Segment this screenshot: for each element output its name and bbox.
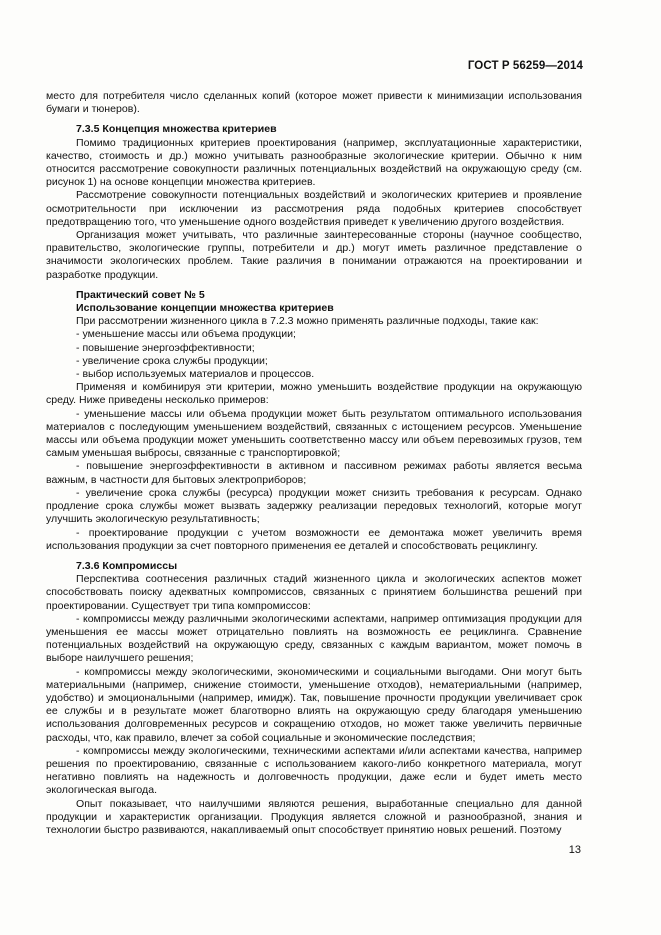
section-736-paragraph: - компромиссы между экологическими, экономическими и социальными выгодами. Они могут быть материальными (например, снижение стоимости, уменьшение отходов), нематериальными (например, удобство) и эмоциональными (например, имидж). Так, повышение прочности продукции увеличивает срок ее службы и в результате может благотворно влиять на окружающую среду благодаря уменьшению использования долговременных ресурсов и сокращению отходов, но может также увеличить первичные расходы, что, как правило, влечет за собой социальные и экономические последствия; <box>46 665 582 744</box>
advice-example: - увеличение срока службы (ресурса) продукции может снизить требования к ресурсам. Однако продление срока службы может вызвать задержку реализации передовых технологий, которые могут улучшить экологическую результативность; <box>46 486 582 526</box>
section-735-title: 7.3.5 Концепция множества критериев <box>76 123 277 136</box>
advice-list-item: - повышение энергоэффективности; <box>76 341 255 354</box>
advice-title: Практический совет № 5 <box>76 288 205 301</box>
section-736-paragraph: Перспектива соотнесения различных стадий жизненного цикла и экологических аспектов может способствовать поиску адекватных компромиссов, связанных с принятием большинства решений при проектировании. Существует три типа компромиссов: <box>46 573 582 612</box>
section-736-title: 7.3.6 Компромиссы <box>76 559 178 572</box>
section-736-paragraph: - компромиссы между различными экологическими аспектами, например оптимизация продукции для уменьшения ее массы может отрицательно повлиять на возможность ее рециклинга. Сравнение потенциальных воздействий на окружающую среду, связанных с каждым вариантом, может помочь в выборе наилучшего решения; <box>46 612 582 665</box>
section-735-paragraph: Рассмотрение совокупности потенциальных воздействий и экологических критериев и проявление осмотрительности при исключении из рассмотрения ряда подобных критериев способствует предотвращению того, что уменьшение одного воздействия приведет к увеличению другого воздействия. <box>46 189 582 228</box>
standard-header: ГОСТ Р 56259—2014 <box>467 60 583 72</box>
intro-paragraph: место для потребителя число сделанных копий (которое может привести к минимизации использования бумаги и тюнеров). <box>46 90 582 116</box>
advice-example: - проектирование продукции с учетом возможности ее демонтажа может увеличить время использования продукции за счет повторного применения ее деталей и способствовать рециклингу. <box>46 526 582 552</box>
section-736-paragraph: - компромиссы между экологическими, техническими аспектами и/или аспектами качества, например решения по проектированию, связанные с использованием какого-либо конкретного материала, могут негативно повлиять на надежность и долговечность продукции, даже если и будет иметь место экологическая выгода. <box>46 744 582 797</box>
section-735-paragraph: Организация может учитывать, что различные заинтересованные стороны (научное сообщество, правительство, экологические группы, потребители и др.) могут иметь различное представление о значимости экологических проблем. Такие различия в понимании отражаются на проектировании и разработке продукции. <box>46 229 582 281</box>
advice-subtitle: Использование концепции множества критериев <box>76 302 334 315</box>
section-736-paragraph: Опыт показывает, что наилучшими являются решения, выработанные специально для данной продукции и характеристик организации. Продукция является сложной и разнообразной, знания и технологии быстро развиваются, накапливаемый опыт способствует принятию новых решений. Поэтому <box>46 797 582 836</box>
page-number: 13 <box>568 844 581 856</box>
advice-example: - повышение энергоэффективности в активном и пассивном режимах работы является весьма важным, в частности для бытовых электроприборов; <box>46 460 582 486</box>
section-735-paragraph: Помимо традиционных критериев проектирования (например, эксплуатационные характеристики, качество, стоимость и др.) можно учитывать разнообразные экологические критерии. Обычно к ним относится рассмотрение совокупности различных потенциальных воздействий на окружающую среду (см. рисунок 1) на основе концепции множества критериев. <box>46 136 582 189</box>
page-body <box>46 90 582 837</box>
advice-list-item: - выбор используемых материалов и процессов. <box>76 368 315 381</box>
advice-lead: При рассмотрении жизненного цикла в 7.2.3 можно применять различные подходы, такие как: <box>76 315 539 328</box>
advice-list-item: - увеличение срока службы продукции; <box>76 354 268 367</box>
advice-list-item: - уменьшение массы или объема продукции; <box>76 328 296 341</box>
advice-examples-intro: Применяя и комбинируя эти критерии, можно уменьшить воздействие продукции на окружающую среду. Ниже приведены несколько примеров: <box>46 381 582 407</box>
advice-example: - уменьшение массы или объема продукции может быть результатом оптимального использования материалов с последующим уменьшением воздействий, связанных с истощением ресурсов. Уменьшение массы или объема продукции может уменьшить соответственно массу или объем перевозимых грузов, тем самым уменьшая выбросы, связанные с транспортировкой; <box>46 407 582 460</box>
